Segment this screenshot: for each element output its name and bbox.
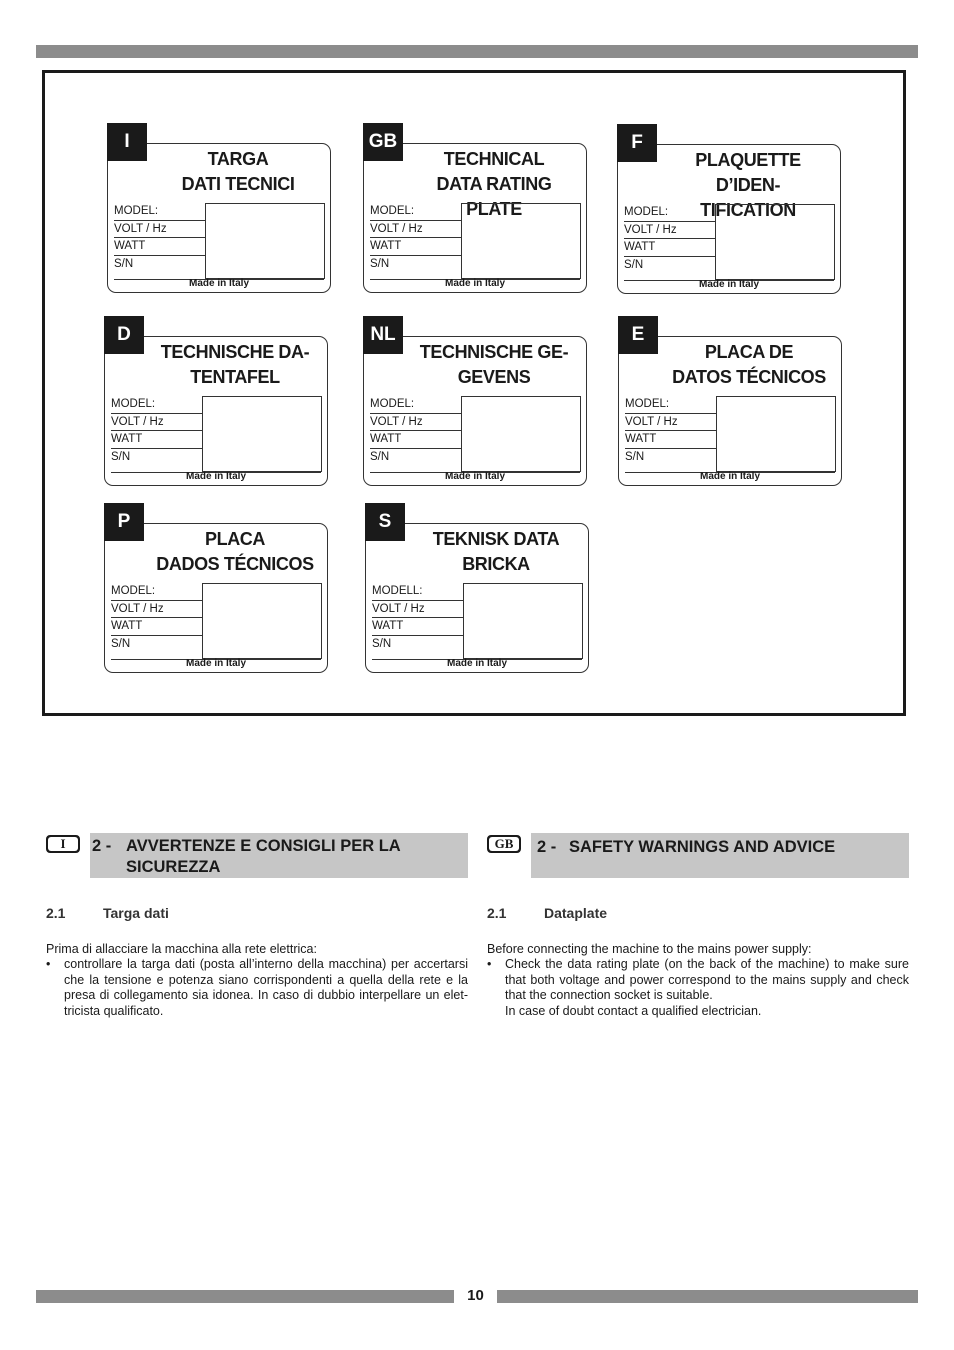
dataplate-title-line: PLAQUETTE D’IDEN- xyxy=(695,150,801,195)
language-code-badge: I xyxy=(107,123,147,161)
dataplate-field-label: WATT xyxy=(370,238,462,256)
bottom-rule-left xyxy=(36,1290,454,1303)
dataplate-title xyxy=(407,340,581,390)
dataplate-field-label: S/N xyxy=(370,450,390,463)
dataplate-title xyxy=(151,147,325,197)
dataplate-fields xyxy=(111,396,203,466)
dataplate-field-label: MODEL: xyxy=(624,204,716,222)
made-in-italy-label: Made in Italy xyxy=(444,471,505,482)
dataplate-fields xyxy=(370,396,462,466)
dataplate-field-label: VOLT / Hz xyxy=(625,414,717,432)
bullet-line: that the connection socket is suitable. xyxy=(505,988,713,1002)
intro-text-gb: Before connecting the machine to the mains power supply: xyxy=(487,942,812,956)
dataplate-field-label: MODELL: xyxy=(372,583,464,601)
dataplate-value-box xyxy=(461,396,581,472)
dataplate-d xyxy=(104,316,328,482)
dataplate-field-label: WATT xyxy=(114,238,206,256)
dataplate-field-label: S/N xyxy=(111,637,131,650)
dataplate-field-label: VOLT / Hz xyxy=(111,601,203,619)
section-number-gb: 2 - xyxy=(537,838,557,856)
dataplate-field-label: MODEL: xyxy=(370,203,462,221)
dataplate-f xyxy=(617,124,841,290)
dataplate-value-box xyxy=(715,204,835,280)
page-number: 10 xyxy=(467,1287,484,1304)
dataplate-field-label: VOLT / Hz xyxy=(111,414,203,432)
language-code-badge: D xyxy=(104,316,144,354)
dataplate-value-box xyxy=(463,583,583,659)
dataplate-field-label: S/N xyxy=(114,257,134,270)
dataplate-gb xyxy=(363,123,587,289)
made-in-italy-label: Made in Italy xyxy=(699,471,760,482)
language-badge-gb: GB xyxy=(487,835,521,853)
dataplate-field-label: WATT xyxy=(625,431,717,449)
section-title-it-line2: SICUREZZA xyxy=(126,858,221,876)
dataplate-title xyxy=(148,340,322,390)
dataplate-title-line: TECHNICAL xyxy=(443,149,545,169)
language-code-badge: E xyxy=(618,316,658,354)
section-number-it: 2 - xyxy=(92,837,112,855)
bullet-line: controllare la targa dati (posta all’interno della macchina) per accertarsi xyxy=(64,957,468,971)
subsection-number-gb: 2.1 xyxy=(487,905,507,921)
dataplate-title-line: TECHNISCHE GE- xyxy=(419,342,569,362)
dataplate-title-line: DADOS TÉCNICOS xyxy=(156,554,314,574)
dataplate-title-line: TIFICATION xyxy=(700,200,796,220)
dataplate-fields xyxy=(370,203,462,273)
dataplate-field-label: MODEL: xyxy=(625,396,717,414)
dataplate-field-label: WATT xyxy=(111,618,203,636)
bullet-line: In case of doubt contact a qualified electrician. xyxy=(505,1003,762,1018)
made-in-italy-label: Made in Italy xyxy=(185,471,246,482)
dataplate-field-label: S/N xyxy=(624,258,644,271)
dataplate-field-label: MODEL: xyxy=(111,396,203,414)
dataplate-field-label: MODEL: xyxy=(111,583,203,601)
subsection-title-gb: Dataplate xyxy=(544,905,608,921)
dataplate-field-label: S/N xyxy=(111,450,131,463)
dataplate-field-label: VOLT / Hz xyxy=(370,221,462,239)
made-in-italy-label: Made in Italy xyxy=(444,278,505,289)
section-title-gb: SAFETY WARNINGS AND ADVICE xyxy=(569,838,836,856)
dataplate-field-label: WATT xyxy=(370,431,462,449)
bullet-line: that both voltage and power correspond to the mains supply and check xyxy=(505,972,909,987)
dataplate-title-line: TEKNISK DATA xyxy=(432,529,560,549)
dataplate-field-label: S/N xyxy=(370,257,390,270)
dataplate-fields xyxy=(625,396,717,466)
bullet-line: Check the data rating plate (on the back of the machine) to make sure xyxy=(505,957,909,971)
bottom-rule-right xyxy=(497,1290,918,1303)
bullet-line: presa di collegamento sia idonea. In caso di dubbio interpellare un elet- xyxy=(64,988,468,1002)
language-badge-it: I xyxy=(46,835,80,853)
dataplate-title-line: PLACA DE xyxy=(704,342,794,362)
made-in-italy-label: Made in Italy xyxy=(188,278,249,289)
dataplate-title-line: TECHNISCHE DA- xyxy=(160,342,310,362)
section-title-it-line1: AVVERTENZE E CONSIGLI PER LA xyxy=(126,837,401,855)
made-in-italy-label: Made in Italy xyxy=(446,658,507,669)
dataplate-title-line: TARGA xyxy=(207,149,269,169)
dataplate-field-label: MODEL: xyxy=(114,203,206,221)
dataplate-value-box xyxy=(205,203,325,279)
top-rule xyxy=(36,45,918,58)
made-in-italy-label: Made in Italy xyxy=(185,658,246,669)
dataplate-fields xyxy=(111,583,203,653)
dataplate-fields xyxy=(624,204,716,274)
dataplate-p xyxy=(104,503,328,669)
dataplate-value-box xyxy=(202,396,322,472)
subsection-title-it: Targa dati xyxy=(103,905,169,921)
dataplate-value-box xyxy=(716,396,836,472)
dataplate-title-line: GEVENS xyxy=(457,367,531,387)
dataplate-field-label: S/N xyxy=(372,637,392,650)
dataplate-title xyxy=(662,340,836,390)
bullet-mark-gb: • xyxy=(487,957,492,971)
dataplate-title-line: PLACA xyxy=(205,529,265,549)
dataplate-nl xyxy=(363,316,587,482)
bullet-mark-it: • xyxy=(46,957,51,971)
dataplate-field-label: WATT xyxy=(372,618,464,636)
dataplate-field-label: WATT xyxy=(111,431,203,449)
language-code-badge: F xyxy=(617,124,657,162)
dataplate-field-label: VOLT / Hz xyxy=(114,221,206,239)
dataplate-e xyxy=(618,316,842,482)
dataplate-i xyxy=(107,123,331,289)
subsection-number-it: 2.1 xyxy=(46,905,66,921)
dataplate-field-label: MODEL: xyxy=(370,396,462,414)
dataplate-fields xyxy=(114,203,206,273)
language-code-badge: P xyxy=(104,503,144,541)
language-code-badge: S xyxy=(365,503,405,541)
intro-text-it: Prima di allacciare la macchina alla rete elettrica: xyxy=(46,942,317,956)
dataplate-field-label: WATT xyxy=(624,239,716,257)
language-code-badge: NL xyxy=(363,316,403,354)
language-code-badge: GB xyxy=(363,123,403,161)
dataplate-s xyxy=(365,503,589,669)
dataplate-title-line: BRICKA xyxy=(462,554,530,574)
dataplate-title-line: DATA RATING PLATE xyxy=(436,174,552,219)
dataplate-title-line: DATI TECNICI xyxy=(181,174,295,194)
dataplate-title-line: TENTAFEL xyxy=(190,367,280,387)
made-in-italy-label: Made in Italy xyxy=(698,279,759,290)
dataplate-field-label: VOLT / Hz xyxy=(372,601,464,619)
dataplate-title xyxy=(409,527,583,577)
dataplate-title xyxy=(148,527,322,577)
bullet-line: tricista qualificato. xyxy=(64,1003,164,1018)
dataplate-title-line: DATOS TÉCNICOS xyxy=(672,367,826,387)
dataplate-value-box xyxy=(202,583,322,659)
dataplate-value-box xyxy=(461,203,581,279)
dataplate-field-label: S/N xyxy=(625,450,645,463)
dataplate-field-label: VOLT / Hz xyxy=(370,414,462,432)
dataplate-fields xyxy=(372,583,464,653)
bullet-line: che la tensione e potenza siano corrispondenti a quella della rete e la xyxy=(64,972,468,987)
dataplate-field-label: VOLT / Hz xyxy=(624,222,716,240)
